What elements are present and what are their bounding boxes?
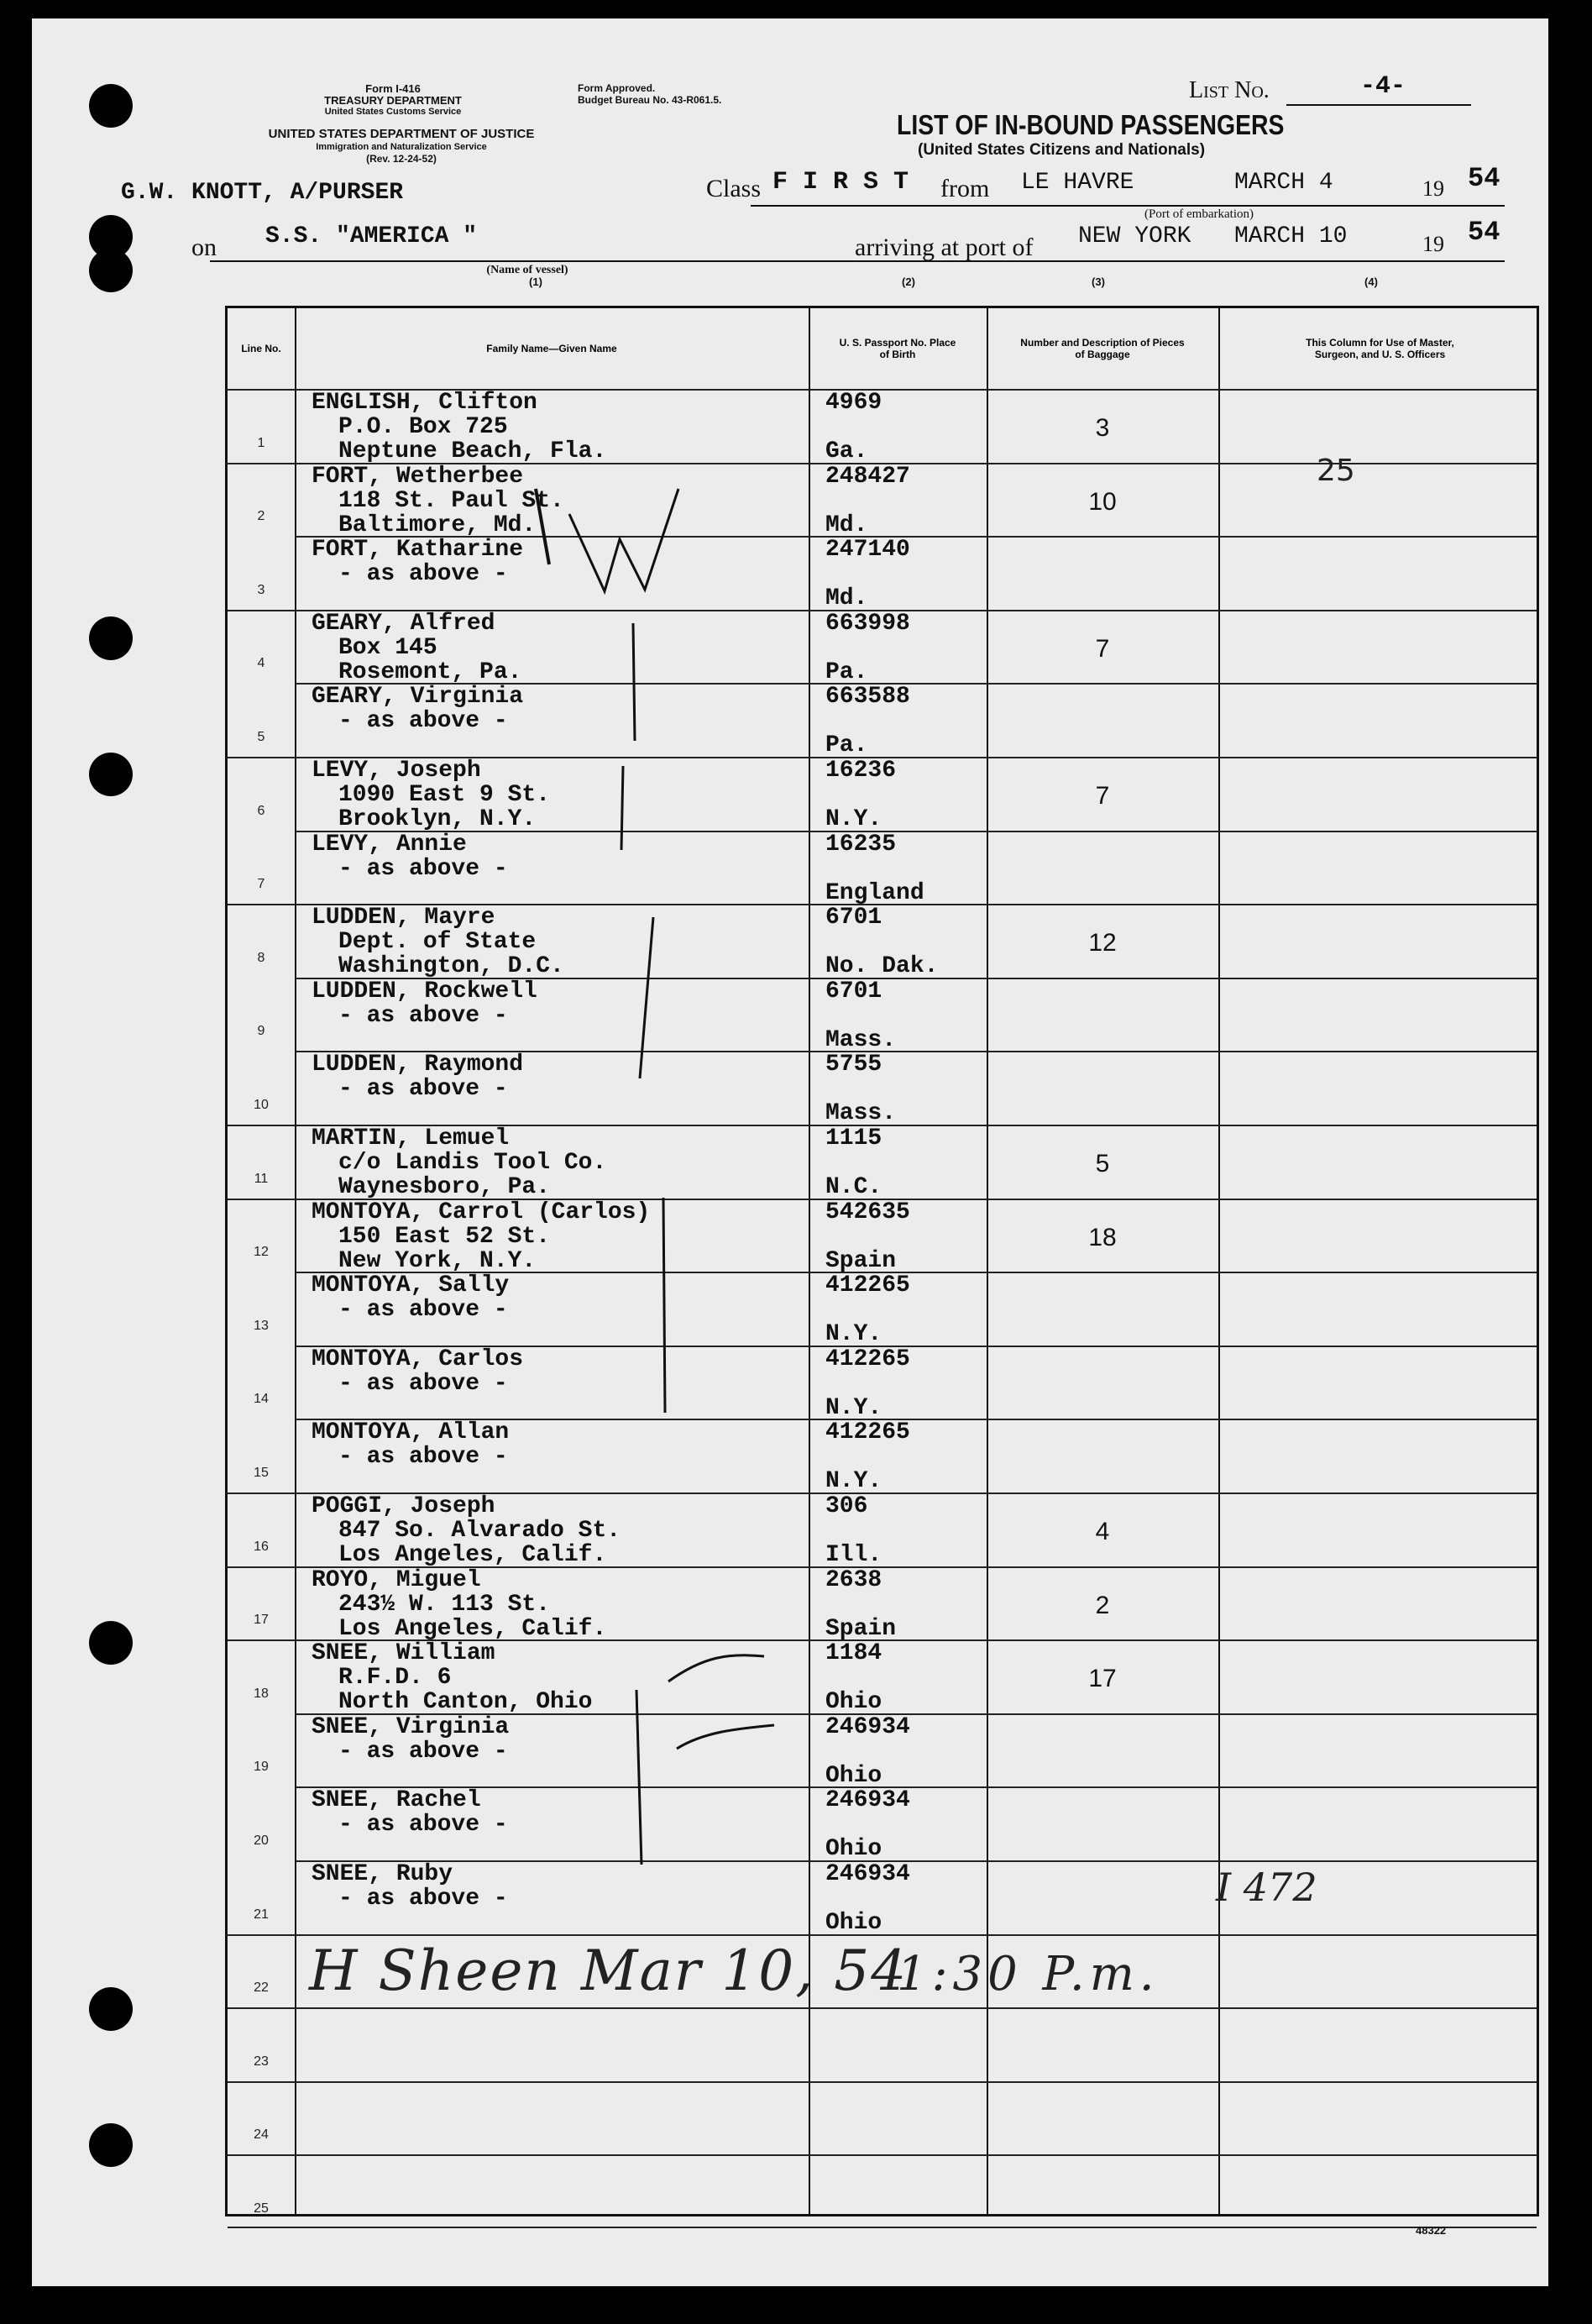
list-title: LIST OF IN-BOUND PASSENGERS bbox=[897, 109, 1285, 140]
form-number: Form I-416 bbox=[365, 82, 421, 95]
time-note: 1:30 P.m. bbox=[897, 1947, 1160, 2001]
passenger-address-1: - as above - bbox=[338, 1297, 508, 1324]
row-rule bbox=[228, 2007, 1537, 2009]
passenger-address-2: Brooklyn, N.Y. bbox=[338, 806, 537, 832]
passport-number: 663588 bbox=[825, 684, 910, 711]
passenger-address-2: Los Angeles, Calif. bbox=[338, 1615, 607, 1642]
place-of-birth: Ohio bbox=[825, 1836, 882, 1863]
column-header-passport: U. S. Passport No. Place of Birth bbox=[839, 337, 956, 360]
passenger-address-1: P.O. Box 725 bbox=[338, 414, 508, 440]
passport-number: 246934 bbox=[825, 1787, 910, 1814]
passenger-address-1: 1090 East 9 St. bbox=[338, 782, 551, 808]
place-of-birth: Ill. bbox=[825, 1542, 882, 1568]
on-label: on bbox=[191, 233, 217, 261]
passenger-address-2: Rosemont, Pa. bbox=[338, 658, 522, 685]
from-label: from bbox=[940, 175, 990, 202]
purser-name: G.W. KNOTT, A/PURSER bbox=[121, 180, 404, 206]
place-of-birth: Mass. bbox=[825, 1026, 897, 1053]
passenger-address-1: 243½ W. 113 St. bbox=[338, 1591, 551, 1618]
passenger-address-1: - as above - bbox=[338, 1886, 508, 1912]
passenger-name: SNEE, Ruby bbox=[312, 1861, 453, 1887]
passenger-name: LUDDEN, Raymond bbox=[312, 1052, 524, 1078]
line-number: 13 bbox=[254, 1318, 269, 1333]
passenger-name: GEARY, Virginia bbox=[312, 684, 524, 711]
passenger-name: MONTOYA, Sally bbox=[312, 1272, 510, 1299]
port-of-embarkation-caption: (Port of embarkation) bbox=[1144, 207, 1254, 221]
customs-service: United States Customs Service bbox=[324, 107, 462, 117]
passenger-name: LEVY, Annie bbox=[312, 831, 467, 858]
total-mark: I 472 bbox=[1216, 1865, 1317, 1910]
place-of-birth: N.Y. bbox=[825, 806, 882, 832]
passport-number: 6701 bbox=[825, 905, 882, 931]
line-number: 19 bbox=[254, 1760, 269, 1775]
binder-hole bbox=[89, 84, 133, 128]
passenger-address-1: - as above - bbox=[338, 561, 508, 588]
class-line-underline bbox=[751, 205, 1505, 207]
inspector-signature: H Sheen Mar 10, 54 bbox=[309, 1938, 909, 2003]
passport-number: 16235 bbox=[825, 831, 897, 858]
list-number: -4- bbox=[1360, 72, 1406, 101]
arrival-year: 54 bbox=[1468, 217, 1500, 248]
passenger-address-1: 847 So. Alvarado St. bbox=[338, 1518, 621, 1544]
department-of-justice: UNITED STATES DEPARTMENT OF JUSTICE bbox=[268, 127, 535, 141]
column-number-4: (4) bbox=[1364, 275, 1378, 288]
line-number: 22 bbox=[254, 1980, 269, 1996]
passenger-name: LEVY, Joseph bbox=[312, 758, 481, 784]
immigration-service: Immigration and Naturalization Service bbox=[316, 142, 487, 152]
baggage-count: 18 bbox=[1088, 1223, 1117, 1251]
column-number-2: (2) bbox=[902, 275, 915, 288]
column-header-line-no: Line No. bbox=[241, 343, 281, 354]
embarkation-port: LE HAVRE bbox=[1021, 170, 1134, 196]
place-of-birth: Ohio bbox=[825, 1762, 882, 1789]
line-number: 9 bbox=[257, 1024, 265, 1039]
passenger-address-1: - as above - bbox=[338, 1370, 508, 1397]
baggage-count: 7 bbox=[1095, 782, 1110, 810]
passport-number: 306 bbox=[825, 1493, 868, 1519]
place-of-birth: Md. bbox=[825, 585, 868, 612]
column-number-3: (3) bbox=[1092, 275, 1105, 288]
treasury-department: TREASURY DEPARTMENT bbox=[324, 94, 462, 107]
vessel-name: S.S. "AMERICA " bbox=[265, 223, 478, 249]
line-number: 25 bbox=[254, 2201, 269, 2216]
passenger-name: ROYO, Miguel bbox=[312, 1566, 481, 1593]
passenger-name: SNEE, Rachel bbox=[312, 1787, 481, 1814]
passenger-name: LUDDEN, Mayre bbox=[312, 905, 495, 931]
place-of-birth: Ohio bbox=[825, 1689, 882, 1716]
passenger-address-1: - as above - bbox=[338, 1444, 508, 1471]
passport-number: 1115 bbox=[825, 1125, 882, 1152]
passenger-name: FORT, Katharine bbox=[312, 537, 524, 564]
passport-number: 5755 bbox=[825, 1052, 882, 1078]
passport-number: 246934 bbox=[825, 1861, 910, 1887]
row-rule bbox=[228, 2154, 1537, 2156]
baggage-count: 7 bbox=[1095, 634, 1110, 663]
passenger-address-1: - as above - bbox=[338, 708, 508, 735]
year-prefix-1: 19 bbox=[1422, 176, 1444, 201]
place-of-birth: N.Y. bbox=[825, 1321, 882, 1348]
passenger-address-2: New York, N.Y. bbox=[338, 1247, 537, 1274]
place-of-birth: N.Y. bbox=[825, 1468, 882, 1495]
line-number: 3 bbox=[257, 582, 265, 597]
place-of-birth: Ohio bbox=[825, 1910, 882, 1936]
departure-year: 54 bbox=[1468, 163, 1500, 194]
place-of-birth: Spain bbox=[825, 1247, 897, 1274]
column-header-officers: This Column for Use of Master, Surgeon, and U. S. Officers bbox=[1306, 337, 1454, 360]
class-value: F I R S T bbox=[772, 168, 909, 197]
line-number: 21 bbox=[254, 1907, 269, 1922]
binder-hole bbox=[89, 1987, 133, 2031]
line-number: 6 bbox=[257, 803, 265, 818]
binder-hole bbox=[89, 753, 133, 796]
passenger-address-1: 118 St. Paul St. bbox=[338, 487, 564, 514]
column-number-1: (1) bbox=[529, 275, 542, 288]
passenger-address-1: 150 East 52 St. bbox=[338, 1223, 551, 1250]
binder-hole bbox=[89, 616, 133, 660]
passenger-address-1: Box 145 bbox=[338, 634, 437, 661]
footer-code: 48322 bbox=[1416, 2224, 1447, 2237]
passenger-name: ENGLISH, Clifton bbox=[312, 390, 537, 416]
baggage-count: 2 bbox=[1095, 1591, 1110, 1619]
baggage-count: 3 bbox=[1095, 414, 1110, 442]
year-prefix-2: 19 bbox=[1422, 232, 1444, 256]
binder-hole bbox=[89, 1621, 133, 1665]
passport-number: 246934 bbox=[825, 1713, 910, 1740]
place-of-birth: No. Dak. bbox=[825, 953, 939, 980]
place-of-birth: Spain bbox=[825, 1615, 897, 1642]
form-approved: Form Approved. bbox=[578, 82, 656, 94]
line-number: 4 bbox=[257, 656, 265, 671]
passport-number: 663998 bbox=[825, 610, 910, 637]
passenger-address-2: Baltimore, Md. bbox=[338, 511, 537, 538]
line-number: 14 bbox=[254, 1392, 269, 1407]
line-number: 20 bbox=[254, 1833, 269, 1848]
line-number: 10 bbox=[254, 1098, 269, 1112]
column-header-name: Family Name—Given Name bbox=[486, 343, 617, 354]
passenger-table bbox=[225, 306, 1539, 2216]
line-number: 18 bbox=[254, 1686, 269, 1701]
place-of-birth: Pa. bbox=[825, 658, 868, 685]
line-number: 15 bbox=[254, 1466, 269, 1480]
place-of-birth: Md. bbox=[825, 511, 868, 538]
passenger-address-2: Neptune Beach, Fla. bbox=[338, 438, 607, 464]
binder-hole bbox=[89, 2123, 133, 2167]
departure-date: MARCH 4 bbox=[1234, 170, 1333, 196]
vessel-line-underline bbox=[210, 260, 1505, 262]
row-rule bbox=[228, 2081, 1537, 2083]
passport-number: 16236 bbox=[825, 758, 897, 784]
passport-number: 542635 bbox=[825, 1199, 910, 1225]
passport-number: 1184 bbox=[825, 1640, 882, 1667]
row-rule bbox=[295, 1786, 1537, 1788]
passenger-address-1: Dept. of State bbox=[338, 929, 537, 956]
class-label: Class bbox=[706, 175, 762, 202]
passport-number: 2638 bbox=[825, 1566, 882, 1593]
place-of-birth: Pa. bbox=[825, 732, 868, 759]
passenger-name: FORT, Wetherbee bbox=[312, 463, 524, 490]
baggage-count: 12 bbox=[1088, 929, 1117, 957]
revision-date: (Rev. 12-24-52) bbox=[366, 153, 437, 165]
binder-hole bbox=[89, 249, 133, 292]
line-number: 23 bbox=[254, 2054, 269, 2069]
line-number: 7 bbox=[257, 877, 265, 892]
officer-mark: 25 bbox=[1317, 454, 1355, 488]
budget-bureau: Budget Bureau No. 43-R061.5. bbox=[578, 94, 722, 106]
form-page bbox=[32, 18, 1548, 2286]
row-rule bbox=[295, 1860, 1537, 1862]
passenger-address-1: - as above - bbox=[338, 1002, 508, 1029]
passenger-name: MONTOYA, Carrol (Carlos) bbox=[312, 1199, 651, 1225]
column-header-baggage: Number and Description of Pieces of Baggage bbox=[1020, 337, 1185, 360]
line-number: 24 bbox=[254, 2127, 269, 2143]
passport-number: 247140 bbox=[825, 537, 910, 564]
arrival-port: NEW YORK bbox=[1078, 223, 1191, 249]
place-of-birth: England bbox=[825, 879, 924, 906]
passenger-address-2: North Canton, Ohio bbox=[338, 1689, 593, 1716]
row-rule bbox=[228, 1934, 1537, 1936]
arrival-date: MARCH 10 bbox=[1234, 223, 1348, 249]
passport-number: 4969 bbox=[825, 390, 882, 416]
passenger-name: GEARY, Alfred bbox=[312, 610, 495, 637]
place-of-birth: N.Y. bbox=[825, 1394, 882, 1421]
passenger-address-1: - as above - bbox=[338, 1812, 508, 1839]
passenger-address-2: Waynesboro, Pa. bbox=[338, 1174, 551, 1200]
line-number: 12 bbox=[254, 1245, 269, 1260]
passport-number: 412265 bbox=[825, 1272, 910, 1299]
passenger-address-2: Washington, D.C. bbox=[338, 953, 564, 980]
baggage-count: 10 bbox=[1088, 487, 1117, 516]
passenger-name: SNEE, William bbox=[312, 1640, 495, 1667]
passport-number: 6701 bbox=[825, 978, 882, 1005]
line-number: 11 bbox=[254, 1171, 269, 1186]
passenger-address-1: - as above - bbox=[338, 1738, 508, 1765]
passenger-address-1: c/o Landis Tool Co. bbox=[338, 1150, 607, 1176]
passport-number: 412265 bbox=[825, 1346, 910, 1372]
passenger-address-1: - as above - bbox=[338, 1076, 508, 1103]
passenger-address-1: - as above - bbox=[338, 855, 508, 882]
passenger-name: MONTOYA, Allan bbox=[312, 1419, 510, 1446]
line-number: 16 bbox=[254, 1539, 269, 1554]
passenger-address-1: R.F.D. 6 bbox=[338, 1665, 452, 1692]
line-number: 17 bbox=[254, 1613, 269, 1628]
passenger-name: LUDDEN, Rockwell bbox=[312, 978, 537, 1005]
list-number-label: List No. bbox=[1189, 77, 1270, 103]
list-subtitle: (United States Citizens and Nationals) bbox=[918, 141, 1206, 159]
passenger-address-2: Los Angeles, Calif. bbox=[338, 1542, 607, 1568]
passenger-name: SNEE, Virginia bbox=[312, 1713, 510, 1740]
arriving-label: arriving at port of bbox=[855, 233, 1034, 261]
line-number: 2 bbox=[257, 509, 265, 524]
baggage-count: 4 bbox=[1095, 1518, 1110, 1545]
passenger-name: POGGI, Joseph bbox=[312, 1493, 495, 1519]
list-number-underline bbox=[1286, 104, 1471, 106]
vessel-name-caption: (Name of vessel) bbox=[486, 264, 568, 276]
baggage-count: 5 bbox=[1095, 1150, 1110, 1178]
line-number: 5 bbox=[257, 730, 265, 744]
baggage-count: 17 bbox=[1088, 1665, 1117, 1693]
place-of-birth: Mass. bbox=[825, 1100, 897, 1127]
passport-number: 412265 bbox=[825, 1419, 910, 1446]
passenger-name: MARTIN, Lemuel bbox=[312, 1125, 510, 1152]
place-of-birth: Ga. bbox=[825, 438, 868, 464]
passport-number: 248427 bbox=[825, 463, 910, 490]
row-rule bbox=[228, 2227, 1537, 2228]
place-of-birth: N.C. bbox=[825, 1174, 882, 1200]
passenger-name: MONTOYA, Carlos bbox=[312, 1346, 524, 1372]
line-number: 8 bbox=[257, 950, 265, 965]
line-number: 1 bbox=[257, 435, 265, 450]
